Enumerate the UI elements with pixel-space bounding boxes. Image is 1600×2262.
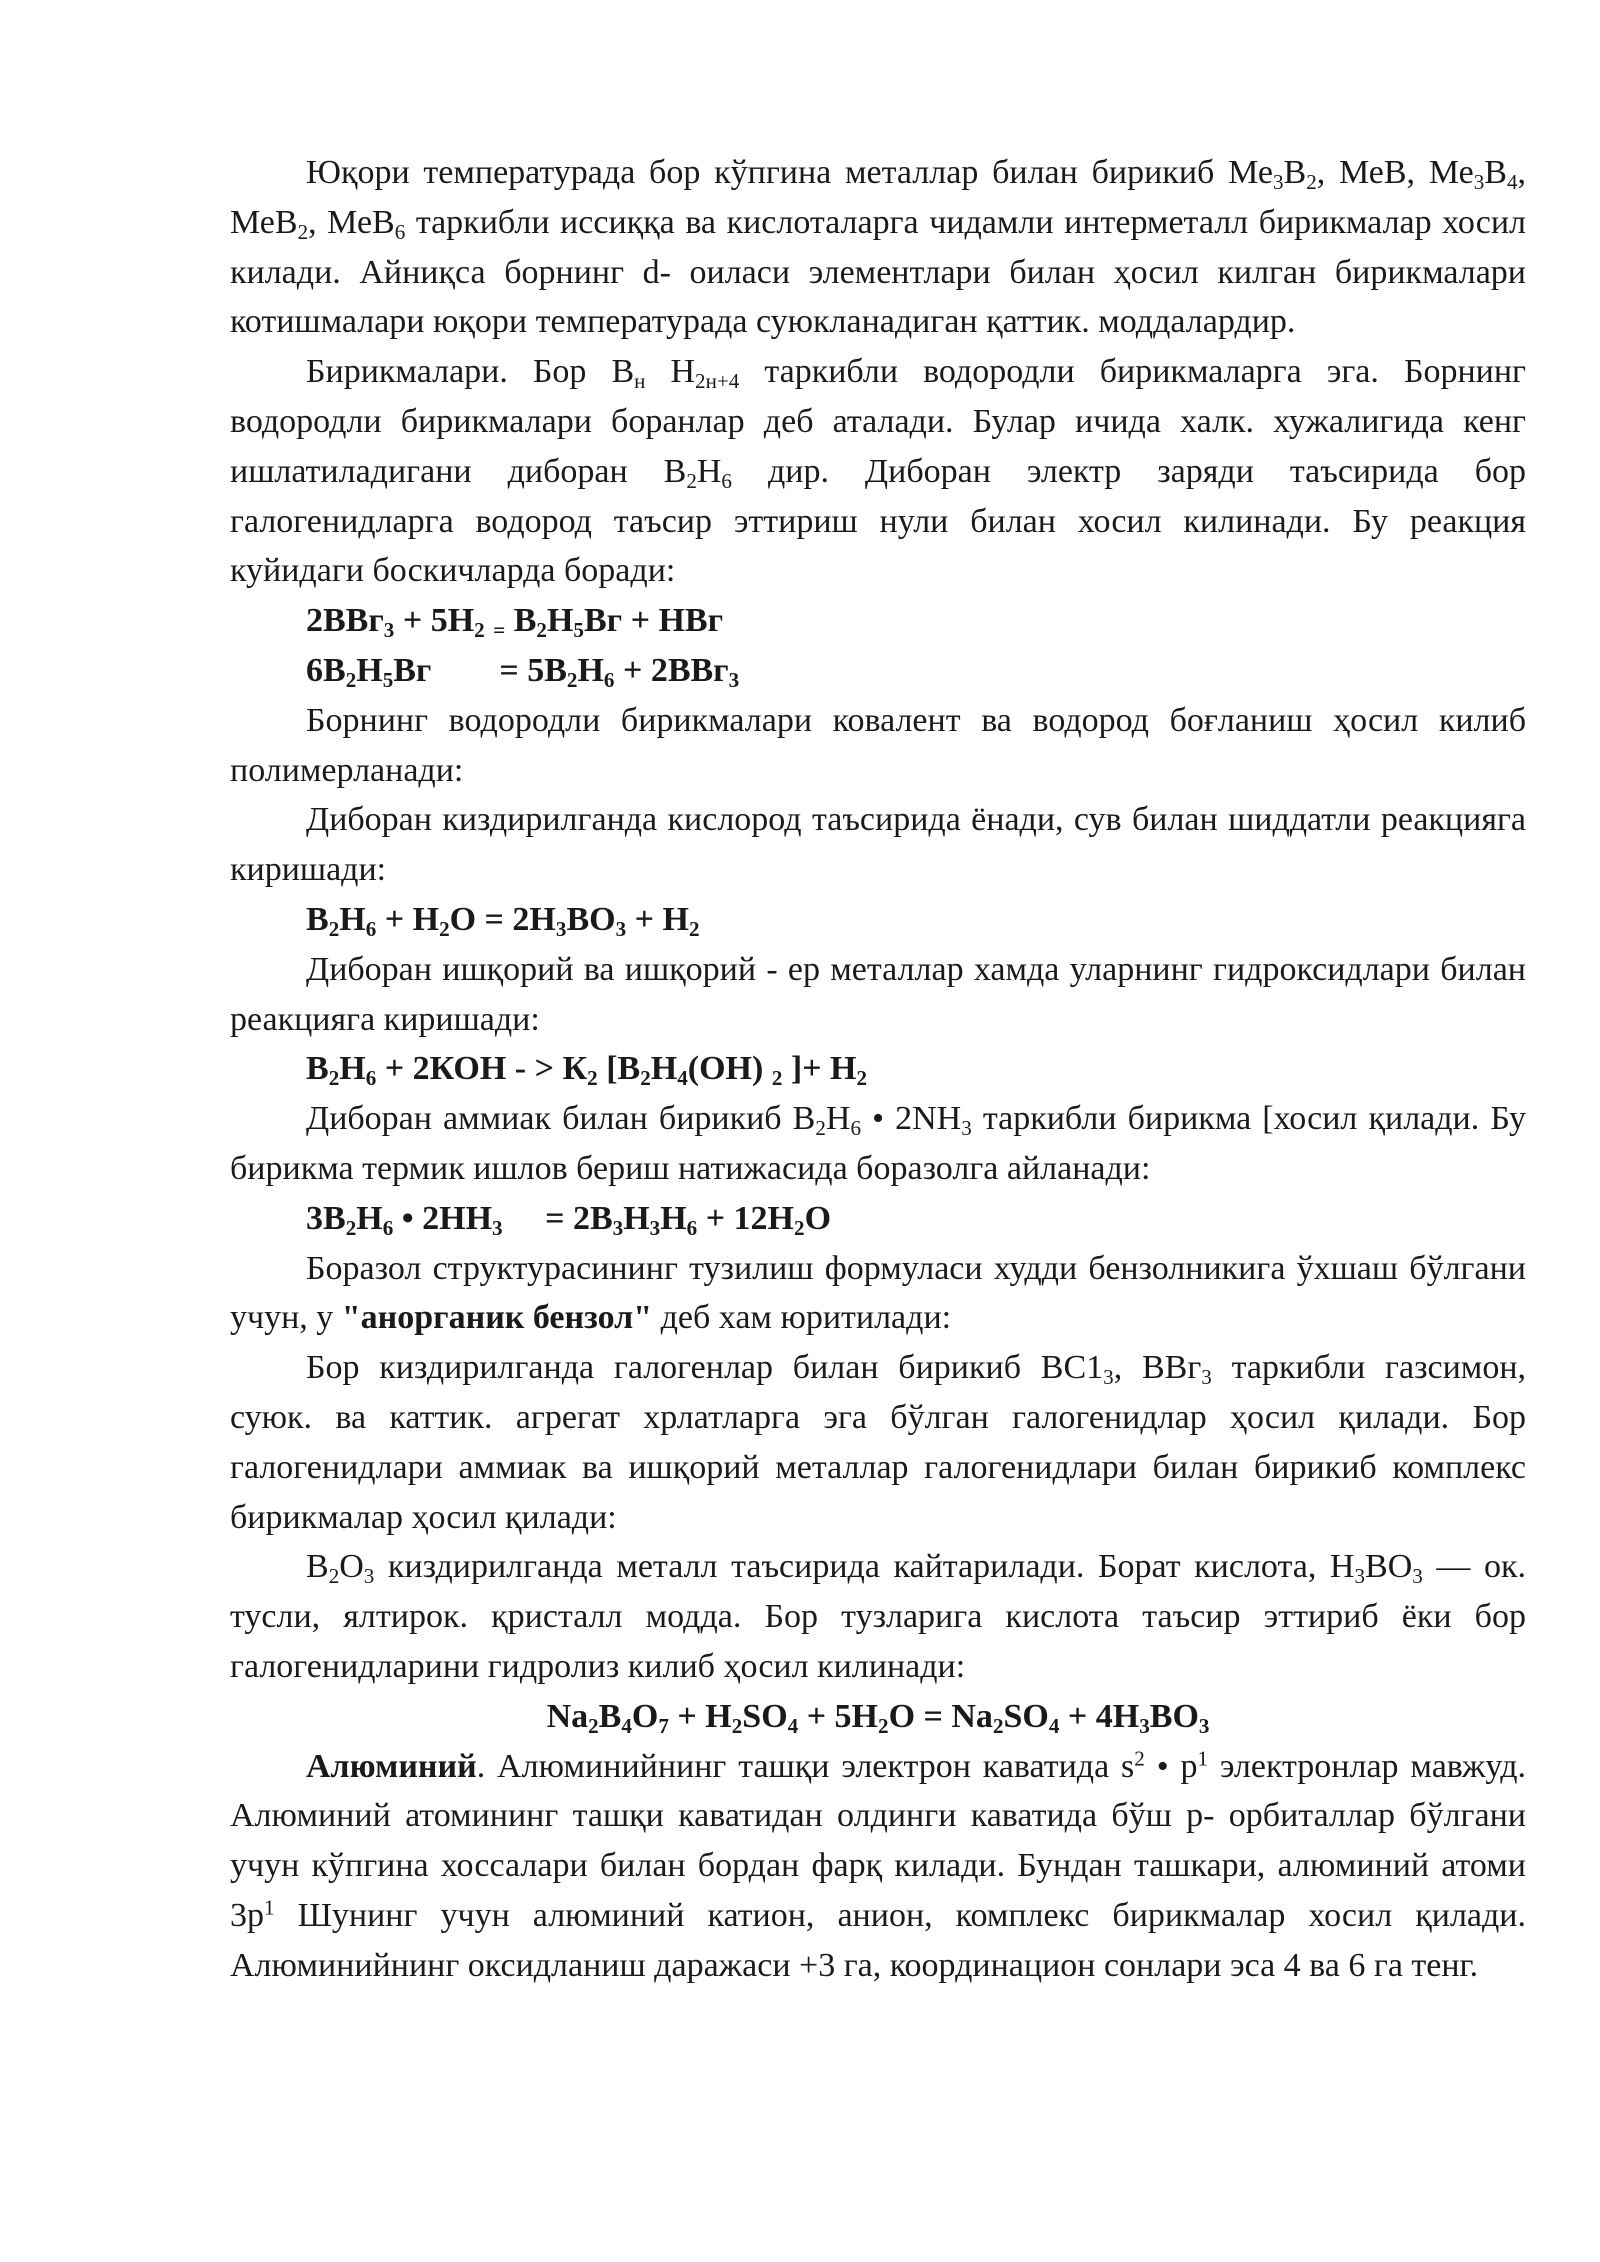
equation-6 bbox=[230, 1692, 1526, 1742]
equation-1 bbox=[230, 596, 1526, 646]
text: В bbox=[306, 1548, 329, 1586]
subscript: 2 bbox=[794, 1215, 805, 1240]
subscript: 2 bbox=[328, 1564, 340, 1589]
superscript: 1 bbox=[264, 1895, 275, 1920]
subscript: 5 bbox=[573, 618, 584, 643]
subscript: 2 bbox=[474, 618, 485, 643]
subscript: 3 bbox=[1473, 169, 1485, 194]
subscript: 3 bbox=[1412, 1564, 1423, 1589]
equation-2 bbox=[230, 646, 1526, 696]
text: Юқори температурада бор кўпгина металлар билан бирикиб Ме bbox=[306, 154, 1273, 191]
subscript: 3 bbox=[1272, 169, 1284, 194]
eq-text: 6В bbox=[306, 651, 346, 689]
eq-text: • 2НН bbox=[393, 1199, 493, 1237]
text: , МеВ bbox=[230, 154, 1526, 241]
subscript: 6 bbox=[603, 667, 615, 692]
eq-text: (ОН) bbox=[687, 1050, 772, 1088]
text: киздирилганда металл таъсирида кайтарилади. Борат кислота, Н bbox=[374, 1548, 1355, 1586]
subscript: 2 bbox=[731, 1713, 743, 1738]
subscript: 5 bbox=[382, 667, 394, 692]
paragraph-2 bbox=[230, 347, 1526, 596]
subscript: 3 bbox=[492, 1215, 503, 1240]
text: Боразол структурасининг тузилиш формуласи худди бензолникига ўхшаш бўлгани учун, у bbox=[230, 1249, 1526, 1337]
subscript: 2 bbox=[439, 916, 450, 941]
eq-text: 3В bbox=[306, 1199, 346, 1237]
bold-term: "анорганик бензол" bbox=[341, 1299, 653, 1337]
eq-text: O bbox=[631, 1697, 659, 1735]
subscript: 6 bbox=[365, 916, 377, 941]
eq-text: В bbox=[306, 1050, 329, 1088]
text: Н bbox=[825, 1100, 851, 1138]
text: Н bbox=[696, 452, 722, 490]
eq-text: + 5Н bbox=[394, 602, 475, 640]
subscript: 2 bbox=[856, 1066, 868, 1091]
eq-text: BO bbox=[1149, 1697, 1199, 1735]
eq-text: Н bbox=[660, 1199, 687, 1237]
subscript: 3 bbox=[1201, 1365, 1212, 1390]
text: Бирикмалари. Бор В bbox=[306, 353, 635, 391]
eq-text: + 4H bbox=[1059, 1697, 1140, 1735]
text: . Алюминийнинг ташқи электрон каватида s bbox=[476, 1747, 1135, 1785]
text: таркибли водородли бирикмаларга эга. Борнинг водородли бирикмалари боранлар деб аталади. Булар ичида халк. хужалигида кенг ишлатиладигани диборан В bbox=[230, 353, 1526, 490]
eq-text: SO bbox=[742, 1697, 788, 1735]
eq-text: = 2В bbox=[502, 1199, 613, 1237]
eq-text: Н bbox=[577, 651, 604, 689]
eq-text: B bbox=[598, 1697, 622, 1735]
eq-text: Na bbox=[546, 1697, 589, 1735]
paragraph-3: Борнинг водородли бирикмалари ковалент ва водород боғланиш ҳосил килиб полимерланади: bbox=[230, 701, 1526, 789]
subscript: 2 bbox=[328, 1066, 340, 1091]
text: — ок. тусли, ялтирок. қристалл модда. Бор тузларига кислота таъсир эттириб ёки бор галогенидларини гидролиз килиб ҳосил килинади: bbox=[230, 1548, 1526, 1685]
eq-text: Н bbox=[650, 1050, 678, 1088]
subscript: 2 bbox=[771, 1066, 783, 1091]
eq-text: 2ВВг bbox=[306, 602, 384, 640]
text: • 2NH bbox=[861, 1100, 962, 1138]
superscript: 1 bbox=[1197, 1745, 1209, 1770]
subscript: 3 bbox=[383, 618, 395, 643]
subscript: 2 bbox=[992, 1713, 1004, 1738]
text: ВО bbox=[1365, 1548, 1413, 1586]
subscript: 2 bbox=[587, 1066, 598, 1091]
subscript: 3 bbox=[961, 1116, 972, 1141]
text: таркибли бирикма [хосил қилади. Бу бирикма термик ишлов бериш натижасида боразолга айланади: bbox=[230, 1100, 1527, 1187]
subscript: 4 bbox=[677, 1066, 688, 1091]
subscript: 2 bbox=[878, 1713, 889, 1738]
subscript: 3 bbox=[728, 667, 740, 692]
eq-text: + 12Н bbox=[697, 1199, 795, 1237]
eq-text: Вг + НВг bbox=[583, 602, 724, 640]
subscript: 4 bbox=[787, 1713, 799, 1738]
text: дир. Диборан электр заряди таъсирида бор галогенидларга водород таъсир эттириш нули билан хосил килинади. Бу реакция куйидаги боскичларда боради: bbox=[230, 452, 1526, 590]
equation-3 bbox=[230, 895, 1526, 945]
subscript: 2 bbox=[815, 1116, 826, 1141]
eq-text: + 5H bbox=[798, 1697, 879, 1735]
subscript: 2 bbox=[688, 916, 700, 941]
subscript: 2 bbox=[345, 667, 357, 692]
eq-text: В bbox=[306, 900, 329, 938]
text: Н bbox=[645, 353, 696, 391]
subscript: 4 bbox=[1506, 169, 1518, 194]
subscript: 2 bbox=[345, 1215, 357, 1240]
eq-text: Н bbox=[356, 1199, 383, 1237]
subscript: 2 bbox=[328, 916, 340, 941]
paragraph-10 bbox=[230, 1742, 1526, 1991]
superscript: 2 bbox=[1134, 1745, 1145, 1770]
subscript: 3 bbox=[1354, 1564, 1366, 1589]
subscript: 6 bbox=[382, 1215, 394, 1240]
paragraph-7 bbox=[230, 1244, 1526, 1344]
eq-text: + Н bbox=[626, 900, 689, 938]
text: Диборан аммиак билан бирикиб В bbox=[306, 1100, 816, 1138]
subscript: 4 bbox=[621, 1713, 632, 1738]
bold-term: Алюминий bbox=[306, 1747, 477, 1785]
eq-text: + 2КОН - > К bbox=[376, 1050, 588, 1088]
eq-text: Н bbox=[339, 900, 366, 938]
text: Шунинг учун алюминий катион, анион, комплекс бирикмалар хосил қилади. Алюминийнинг оксидланиш даражаси +3 га, координацион сонлари эса 4 ва 6 га тенг. bbox=[230, 1896, 1526, 1984]
subscript: 2н+4 bbox=[695, 369, 740, 394]
subscript: 4 bbox=[1048, 1713, 1060, 1738]
eq-text: Н bbox=[623, 1199, 650, 1237]
text: • р bbox=[1144, 1747, 1198, 1785]
subscript: 6 bbox=[394, 219, 406, 244]
paragraph-5: Диборан ишқорий ва ишқорий - ер металлар хамда уларнинг гидроксидлари билан реакцияга киришади: bbox=[230, 950, 1526, 1038]
subscript: = bbox=[493, 618, 506, 643]
subscript: 6 bbox=[850, 1116, 862, 1141]
text: деб хам юритилади: bbox=[652, 1299, 952, 1337]
eq-text: Вг = 5В bbox=[393, 651, 567, 689]
subscript: 3 bbox=[1139, 1713, 1150, 1738]
text: таркибли газсимон, суюк. ва каттик. агрегат хрлатларга эга бўлган галогенидлар ҳосил қилади. Бор галогенидлари аммиак ва ишқорий металлар галогенидлари билан бирикиб комплекс бирикмалар ҳосил қилади: bbox=[230, 1349, 1527, 1536]
subscript: 2 bbox=[1306, 169, 1317, 194]
paragraph-9 bbox=[230, 1542, 1526, 1691]
text: О bbox=[339, 1548, 364, 1586]
subscript: 6 bbox=[365, 1066, 377, 1091]
eq-text: + 2ВВг bbox=[614, 651, 729, 689]
text: Бор киздирилганда галогенлар билан бирикиб ВС1 bbox=[306, 1349, 1104, 1387]
eq-text: ]+ Н bbox=[782, 1050, 857, 1088]
subscript: 6 bbox=[686, 1215, 698, 1240]
paragraph-1 bbox=[230, 148, 1526, 347]
text: В bbox=[1283, 154, 1307, 191]
eq-text: + H bbox=[668, 1697, 732, 1735]
subscript: 3 bbox=[363, 1564, 375, 1589]
eq-text: ВО bbox=[566, 900, 616, 938]
eq-text: SO bbox=[1003, 1697, 1049, 1735]
equation-4 bbox=[230, 1044, 1526, 1094]
text: таркибли иссиққа ва кислоталарга чидамли интерметалл бирикмалар хосил килади. Айниқса борнинг d- оиласи элементлари билан ҳосил килган бирикмалари котишмалари юқори температурада суюкланадиган қаттик. моддалардир. bbox=[230, 203, 1526, 341]
eq-text: В bbox=[505, 602, 537, 640]
subscript: 2 bbox=[536, 618, 547, 643]
equation-5 bbox=[230, 1194, 1526, 1244]
subscript: 3 bbox=[649, 1215, 661, 1240]
subscript: 3 bbox=[615, 916, 627, 941]
eq-text: + Н bbox=[376, 900, 440, 938]
eq-text: О bbox=[804, 1199, 832, 1237]
eq-text: Н bbox=[356, 651, 383, 689]
eq-text: O = Na bbox=[888, 1697, 993, 1735]
subscript: 3 bbox=[612, 1215, 624, 1240]
eq-text: О = 2Н bbox=[449, 900, 556, 938]
text: , ВВг bbox=[1113, 1349, 1202, 1387]
paragraph-8 bbox=[230, 1343, 1526, 1542]
text: электронлар мавжуд. Алюминий атомининг ташқи каватидан олдинги каватида бўш р- орбиталлар бўлгани учун кўпгина хоссалари билан бордан фарқ килади. Бундан ташкари, алюминий атоми 3р bbox=[230, 1747, 1527, 1934]
subscript: 2 bbox=[566, 667, 578, 692]
subscript: 2 bbox=[297, 219, 309, 244]
subscript: 3 bbox=[1198, 1713, 1210, 1738]
subscript: 2 bbox=[588, 1713, 599, 1738]
subscript: 6 bbox=[721, 468, 732, 493]
text: В bbox=[1484, 154, 1507, 191]
paragraph-4: Диборан киздирилганда кислород таъсирида ёнади, сув билан шиддатли реакцияга киришади: bbox=[230, 801, 1526, 889]
subscript: 3 bbox=[1103, 1365, 1114, 1390]
subscript: 3 bbox=[555, 916, 567, 941]
text: , МеВ, Ме bbox=[1316, 154, 1474, 191]
subscript: н bbox=[634, 369, 646, 394]
document-page bbox=[230, 148, 1526, 1990]
eq-text bbox=[485, 602, 494, 639]
eq-text: Н bbox=[546, 602, 574, 640]
eq-text: Н bbox=[339, 1050, 366, 1088]
text: , МеВ bbox=[308, 203, 395, 241]
subscript: 7 bbox=[658, 1713, 669, 1738]
eq-text: [В bbox=[597, 1050, 641, 1088]
paragraph-6 bbox=[230, 1094, 1526, 1194]
subscript: 2 bbox=[686, 468, 697, 493]
subscript: 2 bbox=[640, 1066, 651, 1091]
